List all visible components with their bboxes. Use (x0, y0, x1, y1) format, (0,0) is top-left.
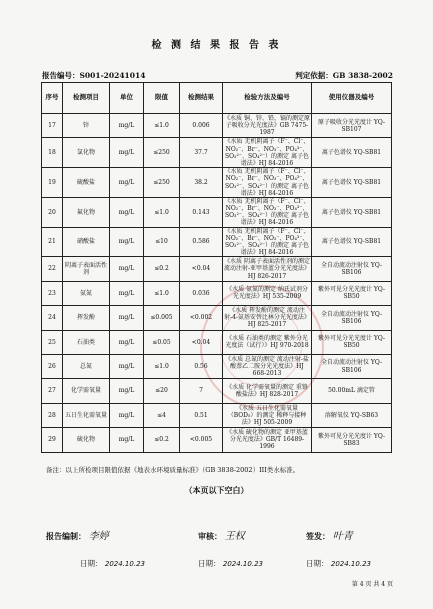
cell-no: 22 (42, 257, 63, 281)
cell-result: 0.143 (180, 197, 223, 227)
cell-no: 21 (42, 227, 63, 257)
cell-item: 锌 (63, 114, 110, 138)
cell-method: 《水质 石油类的测定 紫外分光光度法（试行）》HJ 970-2018 (223, 330, 312, 354)
date-prepared (80, 558, 145, 569)
table-row (42, 138, 392, 168)
cell-item: 石油类 (63, 330, 110, 354)
cell-unit: mg/L (110, 379, 144, 403)
cell-result: 37.7 (180, 138, 223, 168)
header-item: 检测项目 (63, 83, 110, 114)
table-row (42, 227, 392, 257)
cell-no: 28 (42, 403, 63, 427)
date-value: 2024.10.23 (104, 560, 145, 568)
table-row (42, 354, 392, 378)
cell-unit: mg/L (110, 403, 144, 427)
cell-item: 氟化物 (63, 197, 110, 227)
cell-result: 0.586 (180, 227, 223, 257)
cell-instrument: 全自动流动注射仪 YQ-SB106 (312, 306, 392, 330)
cell-result: 7 (180, 379, 223, 403)
cell-no: 24 (42, 306, 63, 330)
header-limit: 限值 (144, 83, 180, 114)
table-row (42, 403, 392, 427)
table-header-row (42, 83, 392, 114)
cell-item: 氨氮 (63, 281, 110, 305)
cell-item: 化学需氧量 (63, 379, 110, 403)
table-row (42, 168, 392, 198)
cell-limit: ≤0.005 (144, 306, 180, 330)
table-row (42, 428, 392, 452)
cell-item: 五日生化需氧量 (63, 403, 110, 427)
cell-instrument: 离子色谱仪 YQ-SB81 (312, 197, 392, 227)
cell-unit: mg/L (110, 138, 144, 168)
issued-label: 签发： (306, 531, 330, 541)
cell-no: 19 (42, 168, 63, 198)
header-method: 检验方法及编号 (223, 83, 312, 114)
cell-limit: ≤250 (144, 138, 180, 168)
cell-method: 《水质 阴离子表面活性剂的测定 流动注射-亚甲基蓝分光光度法》HJ 826-2017 (224, 258, 311, 280)
cell-unit: mg/L (110, 306, 144, 330)
cell-method: 《水质 挥发酚的测定 流动注射-4-氨基安替比林分光光度法》HJ 825-2017 (224, 307, 310, 329)
cell-unit: mg/L (110, 428, 144, 452)
table-row (42, 306, 392, 330)
cell-method: 《水质 无机阴离子（F⁻、Cl⁻、NO₂⁻、Br⁻、NO₃⁻、PO₄³⁻、SO₃²⁻、SO₄²⁻）的测定 离子色谱法》HJ 84-2016 (223, 168, 312, 198)
cell-method: 《水质 无机阴离子（F⁻、Cl⁻、NO₂⁻、Br⁻、NO₃⁻、PO₄³⁻、SO₃²⁻、SO₄²⁻）的测定 离子色谱法》HJ 84-2016 (223, 197, 312, 227)
date-label: 日期： (80, 559, 103, 568)
cell-method: 《水质 铜、锌、铅、镉的测定原子吸收分光光度法》GB 7475-1987 (224, 114, 310, 137)
issued-by (306, 527, 353, 542)
page-number: 第 4 页 共 4 页 (351, 581, 393, 588)
cell-limit: ≤20 (144, 379, 180, 403)
cell-no: 23 (42, 281, 63, 305)
cell-instrument: 50.00mL 滴定管 (312, 379, 392, 403)
cell-result: <0.04 (180, 330, 223, 354)
cell-result: 0.51 (180, 403, 223, 427)
cell-limit: ≤250 (144, 168, 180, 198)
cell-item: 硝酸盐 (63, 227, 110, 257)
cell-method: 《水质 无机阴离子（F⁻、Cl⁻、NO₂⁻、Br⁻、NO₃⁻、PO₄³⁻、SO₃²⁻、SO₄²⁻）的测定 离子色谱法》HJ 84-2016 (223, 138, 312, 168)
cell-item: 硫化物 (63, 428, 110, 452)
cell-limit: ≤1.0 (144, 197, 180, 227)
reviewed-signature: 王权 (224, 531, 245, 542)
cell-instrument: 溶解氧仪 YQ-SB63 (312, 403, 392, 427)
header-instrument: 使用仪器及编号 (312, 83, 392, 114)
cell-instrument: 全自动流动注射仪 YQ-SB106 (312, 354, 392, 378)
judgement-basis: 判定依据：GB 3838-2002 (295, 71, 393, 80)
cell-no: 17 (42, 114, 63, 138)
reviewed-by (198, 527, 245, 542)
cell-method: 《水质 五日生化需氧量（BOD₅）的测定 稀释与接种法》HJ 505-2009 (223, 403, 312, 427)
cell-instrument: 离子色谱仪 YQ-SB81 (312, 168, 392, 198)
table-row (42, 330, 392, 354)
cell-unit: mg/L (110, 227, 144, 257)
cell-method: 《水质 氨氮的测定 纳氏试剂分光光度法》HJ 535-2009 (223, 281, 312, 305)
cell-no: 18 (42, 138, 63, 168)
cell-limit: ≤1.0 (144, 114, 180, 138)
remark-note: 备注：以上所检项目限值依据《地表水环境质量标准》（GB 3838-2002）III类水标准。 (46, 466, 300, 474)
cell-instrument: 紫外可见分光光度计 YQ-SB50 (312, 281, 392, 305)
cell-instrument: 离子色谱仪 YQ-SB81 (312, 227, 392, 257)
results-table (41, 82, 392, 453)
cell-item: 硫酸盐 (63, 168, 110, 198)
header-result: 检测结果 (180, 83, 223, 114)
prepared-signature: 李婷 (88, 531, 109, 542)
cell-no: 29 (42, 428, 63, 452)
cell-unit: mg/L (110, 197, 144, 227)
cell-limit: ≤10 (144, 227, 180, 257)
cell-result: 0.006 (180, 114, 223, 138)
date-value: 2024.10.23 (222, 560, 263, 568)
cell-result: <0.002 (180, 306, 223, 330)
date-issued (306, 558, 371, 569)
cell-result: <0.04 (180, 257, 223, 281)
report-number: 报告编号：S001-20241014 (42, 71, 146, 80)
blank-below-note: （本页以下空白） (184, 485, 249, 495)
table-row (42, 114, 392, 138)
cell-limit: ≤1.0 (144, 281, 180, 305)
table-row (42, 281, 392, 305)
cell-method: 《水质 硫化物的测定 亚甲基蓝分光光度法》GB/T 16489-1996 (223, 428, 312, 452)
cell-instrument: 全自动流动注射仪 YQ-SB106 (312, 257, 392, 281)
table-row (42, 197, 392, 227)
cell-instrument: 离子色谱仪 YQ-SB81 (312, 138, 392, 168)
cell-item: 氯化物 (63, 138, 110, 168)
cell-result: 0.56 (180, 354, 223, 378)
header-unit: 单位 (110, 83, 144, 114)
date-label: 日期： (306, 559, 329, 568)
cell-instrument: 紫外可见分光光度计 YQ-SB83 (312, 428, 392, 452)
cell-result: 0.036 (180, 281, 223, 305)
cell-item: 阴离子表面活性剂 (63, 257, 110, 281)
cell-instrument: 原子吸收分光光度计 YQ-SB107 (312, 114, 392, 138)
reviewed-label: 审核： (198, 531, 222, 541)
cell-item: 挥发酚 (63, 306, 110, 330)
prepared-label: 报告编制： (46, 531, 86, 541)
report-title: 检 测 结 果 报 告 表 (151, 40, 282, 51)
cell-no: 25 (42, 330, 63, 354)
cell-method: 《水质 总氮的测定 流动注射-盐酸萘乙二胺分光光度法》HJ 668-2013 (223, 354, 312, 378)
cell-result: 38.2 (180, 168, 223, 198)
cell-unit: mg/L (110, 114, 144, 138)
table-row (42, 257, 392, 281)
cell-no: 26 (42, 354, 63, 378)
cell-instrument: 紫外可见分光光度计 YQ-SB50 (312, 330, 392, 354)
cell-unit: mg/L (110, 168, 144, 198)
cell-limit: ≤0.2 (144, 428, 180, 452)
prepared-by (46, 527, 109, 542)
cell-unit: mg/L (110, 257, 144, 281)
cell-unit: mg/L (110, 354, 144, 378)
table-row (42, 379, 392, 403)
cell-unit: mg/L (110, 330, 144, 354)
cell-limit: ≤0.05 (144, 330, 180, 354)
cell-no: 20 (42, 197, 63, 227)
cell-limit: ≤1.0 (144, 354, 180, 378)
cell-limit: ≤0.2 (144, 257, 180, 281)
cell-result: <0.005 (180, 428, 223, 452)
cell-item: 总氮 (63, 354, 110, 378)
cell-limit: ≤4 (144, 403, 180, 427)
cell-method: 《水质 化学需氧量的测定 重铬酸盐法》HJ 828-2017 (223, 379, 312, 403)
cell-unit: mg/L (110, 281, 144, 305)
date-label: 日期： (198, 559, 221, 568)
cell-method: 《水质 无机阴离子（F⁻、Cl⁻、NO₂⁻、Br⁻、NO₃⁻、PO₄³⁻、SO₃²⁻、SO₄²⁻）的测定 离子色谱法》HJ 84-2016 (223, 227, 312, 257)
header-no: 序号 (42, 83, 63, 114)
issued-signature: 叶青 (332, 531, 353, 542)
cell-no: 27 (42, 379, 63, 403)
date-reviewed (198, 558, 263, 569)
date-value: 2024.10.23 (330, 560, 371, 568)
